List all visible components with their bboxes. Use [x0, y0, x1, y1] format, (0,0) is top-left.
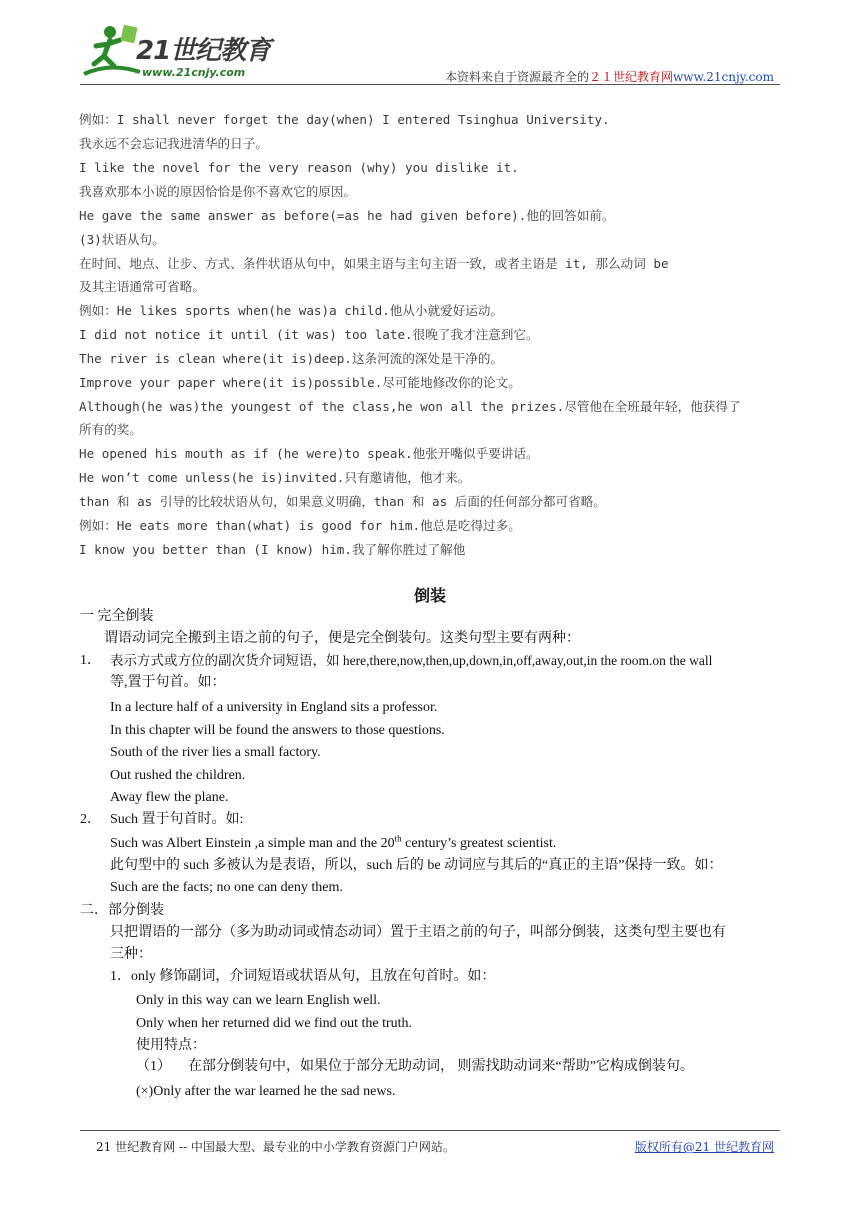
- site-logo[interactable]: [80, 22, 290, 84]
- body-line: I did not notice it until (it was) too late.很晚了我才注意到它。: [79, 327, 539, 342]
- item-number: 1．: [80, 653, 101, 668]
- example-text: Such was Albert Einstein ,a simple man and the 20: [110, 836, 395, 851]
- item1-text: 表示方式或方位的副次货介词短语，如 here,there,now,then,up,down,in,off,away,out,in the room.on the wall: [110, 653, 713, 668]
- usage-number: （1）: [136, 1059, 171, 1074]
- body-line: (3)状语从句。: [79, 232, 165, 247]
- item1-text-cont: 等,置于句首。如：: [110, 675, 226, 690]
- body-line: He won’t come unless(he is)invited.只有邀请他，他才来。: [79, 470, 471, 485]
- example-sentence: [110, 835, 556, 853]
- section-title: 倒装: [413, 586, 446, 605]
- tagline-brand: ２１世纪教育网: [589, 70, 674, 84]
- example-sentence: South of the river lies a small factory.: [110, 745, 321, 760]
- item-number: 2．: [80, 812, 101, 827]
- body-line: The river is clean where(it is)deep.这条河流的深处是干净的。: [79, 351, 504, 366]
- example-text: century’s greatest scientist.: [401, 836, 557, 851]
- usage-label: 使用特点：: [136, 1038, 206, 1053]
- tagline-prefix: 本资料来自于资源最齐全的: [445, 70, 590, 84]
- body-line: I know you better than (I know) him.我了解你胜过了解他: [79, 542, 466, 557]
- example-sentence: Only in this way can we learn English well.: [136, 993, 381, 1008]
- body-line: 我永远不会忘记我进清华的日子。: [79, 136, 268, 151]
- header-divider: [80, 84, 780, 85]
- footer-divider: [80, 1130, 780, 1131]
- logo-wordmark: [136, 30, 270, 67]
- example-sentence: (×)Only after the war learned he the sad news.: [136, 1084, 396, 1099]
- example-sentence: Only when her returned did we find out the truth.: [136, 1016, 413, 1031]
- body-line: Improve your paper where(it is)possible.尽可能地修改你的论文。: [79, 375, 521, 390]
- partial-inversion-heading: 二．部分倒装: [80, 903, 164, 918]
- partial-inversion-intro: 只把谓语的一部分（多为助动词或情态动词）置于主语之前的句子，叫部分倒装，这类句型主要也有: [110, 925, 726, 940]
- body-line: than 和 as 引导的比较状语从句，如果意义明确，than 和 as 后面的任何部分都可省略。: [79, 494, 606, 509]
- full-inversion-intro: 谓语动词完全搬到主语之前的句子，便是完全倒装句。这类句型主要有两种：: [104, 631, 580, 646]
- copyright-link[interactable]: 版权所有@21 世纪教育网: [634, 1140, 774, 1154]
- example-sentence: Such are the facts; no one can deny them.: [110, 880, 343, 895]
- full-inversion-heading: 一 完全倒装: [80, 609, 154, 624]
- body-line: I like the novel for the very reason (why) you dislike it.: [79, 160, 519, 175]
- example-sentence: In this chapter will be found the answers to those questions.: [110, 723, 445, 738]
- footer-text: 21 世纪教育网 -- 中国最大型、最专业的中小学教育资源门户网站。: [96, 1140, 455, 1154]
- body-line: Although(he was)the youngest of the class,he won all the prizes.尽管他在全班最年轻，他获得了: [79, 399, 741, 414]
- usage-text: 在部分倒装句中，如果位于部分无助动词， 则需找助动词来“帮助”它构成倒装句。: [188, 1059, 694, 1074]
- example-sentence: Out rushed the children.: [110, 768, 246, 783]
- body-line: 及其主语通常可省略。: [79, 279, 205, 294]
- body-line: He gave the same answer as before(=as he had given before).他的回答如前。: [79, 208, 615, 223]
- superscript: th: [394, 833, 402, 844]
- body-line: 在时间、地点、让步、方式、条件状语从句中，如果主语与主句主语一致，或者主语是 it, 那么动词 be: [79, 256, 669, 271]
- body-line: 我喜欢那本小说的原因恰恰是你不喜欢它的原因。: [79, 184, 357, 199]
- logo-name: 21世纪教育: [136, 36, 271, 66]
- body-line: 例如：I shall never forget the day(when) I entered Tsinghua University.: [79, 112, 610, 127]
- example-sentence: Away flew the plane.: [110, 790, 229, 805]
- running-figure-icon: [80, 22, 144, 82]
- example-sentence: In a lecture half of a university in England sits a professor.: [110, 700, 438, 715]
- page-header: [80, 22, 780, 86]
- body-line: 所有的奖。: [79, 422, 142, 437]
- item2-note: 此句型中的 such 多被认为是表语，所以，such 后的 be 动词应与其后的“真正的主语”保持一致。如：: [110, 858, 723, 873]
- header-tagline: [445, 68, 774, 85]
- item2-text: Such 置于句首时。如:: [110, 812, 244, 827]
- body-line: He opened his mouth as if (he were)to speak.他张开嘴似乎要讲话。: [79, 446, 539, 461]
- sub-item-only: 1．only 修饰副词，介词短语或状语从句，且放在句首时。如：: [110, 969, 496, 984]
- body-line: 例如：He eats more than(what) is good for him.他总是吃得过多。: [79, 518, 521, 533]
- logo-url: www.21cnjy.com: [142, 66, 246, 79]
- body-line: 例如：He likes sports when(he was)a child.他从小就爱好运动。: [79, 303, 504, 318]
- tagline-url[interactable]: www.21cnjy.com: [673, 70, 774, 84]
- partial-inversion-intro-cont: 三种：: [110, 947, 152, 962]
